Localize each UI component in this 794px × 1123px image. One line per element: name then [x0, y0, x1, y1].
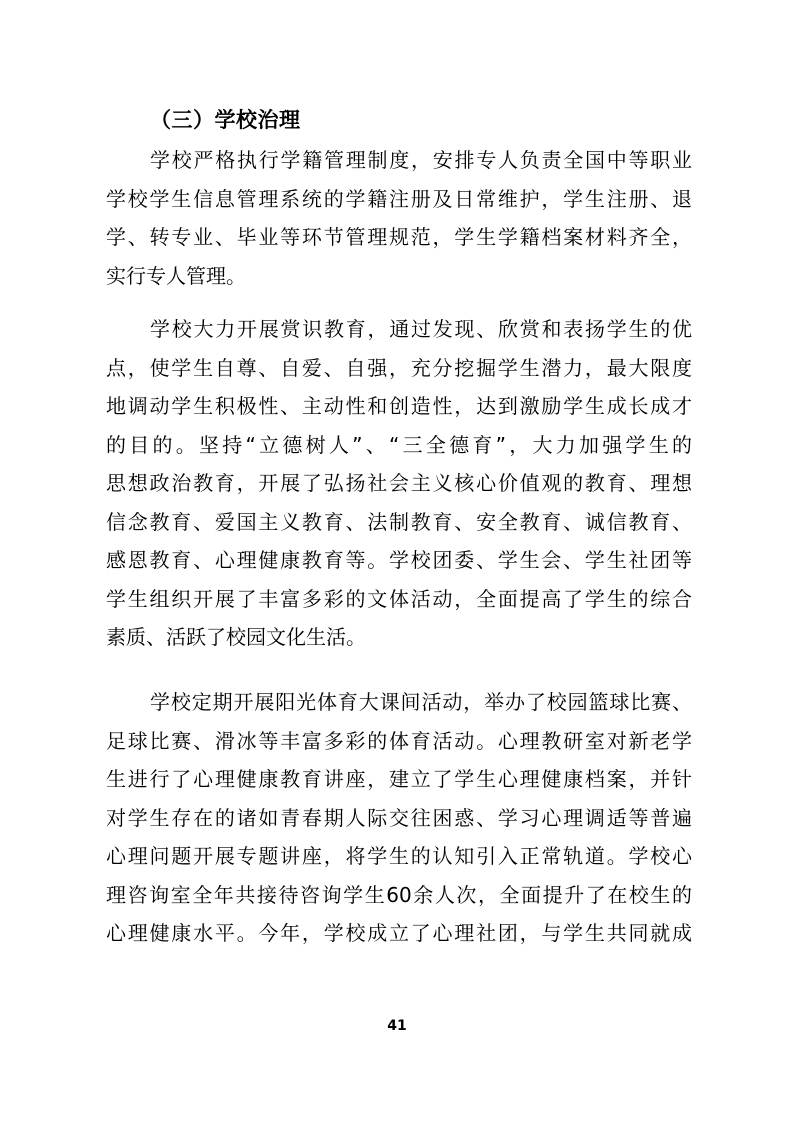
page-number: 41 — [387, 1018, 407, 1034]
paragraph-line: 实行专人管理。 — [106, 263, 246, 288]
paragraph-line: 对学生存在的诸如青春期人际交往困惑、学习心理调适等普遍 — [106, 805, 692, 830]
paragraph-line: 学校学生信息管理系统的学籍注册及日常维护，学生注册、退 — [106, 186, 692, 211]
paragraph-line: 信念教育、爱国主义教育、法制教育、安全教育、诚信教育、 — [106, 509, 692, 534]
section-heading: （三）学校治理 — [150, 108, 301, 132]
paragraph-line: 足球比赛、滑冰等丰富多彩的体育活动。心理教研室对新老学 — [106, 728, 692, 753]
paragraph-line: 学生组织开展了丰富多彩的文体活动，全面提高了学生的综合 — [106, 586, 692, 611]
paragraph-line: 心理健康水平。今年，学校成立了心理社团，与学生共同就成 — [106, 921, 692, 945]
paragraph-line: 点，使学生自尊、自爱、自强，充分挖掘学生潜力，最大限度 — [106, 355, 692, 380]
paragraph-sports-and-mental-health — [106, 683, 692, 953]
paragraph-line: 生进行了心理健康教育讲座，建立了学生心理健康档案，并针 — [106, 767, 692, 791]
paragraph-line: 感恩教育、心理健康教育等。学校团委、学生会、学生社团等 — [106, 548, 692, 572]
paragraph-appreciation-education — [106, 310, 692, 657]
paragraph-line: 学校严格执行学籍管理制度，安排专人负责全国中等职业 — [150, 148, 692, 172]
paragraph-line: 学校大力开展赏识教育，通过发现、欣赏和表扬学生的优 — [150, 317, 692, 341]
paragraph-line: 心理问题开展专题讲座，将学生的认知引入正常轨道。学校心 — [106, 844, 692, 868]
paragraph-line: 理咨询室全年共接待咨询学生60余人次，全面提升了在校生的 — [106, 882, 692, 907]
paragraph-line: 素质、活跃了校园文化生活。 — [106, 625, 366, 649]
paragraph-line: 学、转专业、毕业等环节管理规范，学生学籍档案材料齐全， — [106, 225, 692, 249]
paragraph-line: 的目的。坚持“立德树人”、“三全德育”，大力加强学生的 — [106, 432, 692, 457]
paragraph-student-records — [106, 141, 692, 295]
paragraph-line: 学校定期开展阳光体育大课间活动，举办了校园篮球比赛、 — [150, 690, 692, 714]
paragraph-line: 思想政治教育，开展了弘扬社会主义核心价值观的教育、理想 — [106, 471, 692, 495]
paragraph-line: 地调动学生积极性、主动性和创造性，达到激励学生成长成才 — [106, 394, 692, 418]
